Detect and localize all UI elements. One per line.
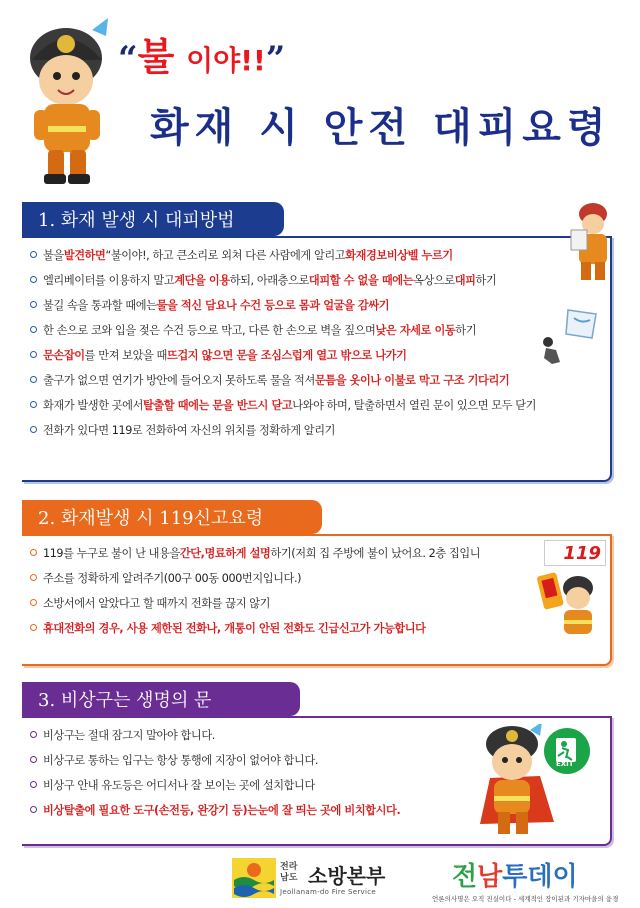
item-text: 119를 누구로 불이 난 내용을 <box>43 546 180 560</box>
org-english-name: Jeollanam-do Fire Service <box>280 888 376 896</box>
bullet-icon <box>30 276 37 283</box>
item-text: “불이야!, 하고 큰소리로 외쳐 다른 사람에게 알리고 <box>105 248 346 262</box>
newspaper-logo <box>432 856 632 906</box>
list-item <box>30 565 480 590</box>
section-emergency-exit-heading: 3. 비상구는 생명의 문 <box>22 682 300 716</box>
highlighted-text: 탈출할 때에는 문을 반드시 닫고 <box>142 398 293 412</box>
section-emergency-exit <box>22 682 612 848</box>
bullet-icon <box>30 599 37 606</box>
org-region-line-1: 전라 <box>280 862 298 872</box>
list-item <box>30 317 536 342</box>
section-evacuation-heading: 1. 화재 발생 시 대피방법 <box>22 202 284 236</box>
item-text: 불길 속을 통과할 때에는 <box>43 298 157 312</box>
item-text: 주소를 정확하게 알려주기(00구 00동 000번지입니다.) <box>43 571 302 585</box>
newspaper-name <box>452 856 578 893</box>
newspaper-name-part-1: 전 <box>452 862 478 892</box>
highlighted-text: 문틈을 옷이나 이불로 막고 구조 기다리기 <box>314 373 510 387</box>
item-text: 하기(저희 집 주방에 불이 났어요. 2층 집입니 <box>270 546 481 560</box>
fire-exclamation: “불 이야!!” <box>118 35 286 79</box>
org-name: 소방본부 <box>308 864 386 888</box>
highlighted-text: 대피 <box>454 273 476 287</box>
item-text: 소방서에서 알았다고 할 때까지 전화를 끊지 않기 <box>43 596 271 610</box>
section-evacuation <box>22 202 612 484</box>
bullet-icon <box>30 549 37 556</box>
item-text: 한 손으로 코와 입을 젖은 수건 등으로 막고, 다른 한 손으로 벽을 짚으며 <box>43 323 376 337</box>
list-item <box>30 267 536 292</box>
bullet-icon <box>30 781 37 788</box>
highlighted-text: 간단,명료하게 설명 <box>179 546 271 560</box>
org-region-line-2: 남도 <box>280 873 298 883</box>
exit-sign-label: EXIT <box>556 760 574 768</box>
item-text: 옥상으로 <box>413 273 455 287</box>
newspaper-name-part-2: 남 <box>477 862 503 892</box>
item-text: 비상구 안내 유도등은 어디서나 잘 보이는 곳에 설치합니다 <box>43 778 315 792</box>
list-item <box>30 772 400 797</box>
highlighted-text: 대피할 수 없을 때에는 <box>308 273 414 287</box>
bullet-icon <box>30 806 37 813</box>
org-region-label <box>280 862 297 884</box>
highlighted-text: 휴대전화의 경우, 사용 제한된 전화나, 개통이 안된 전화도 긴급신고가 가능합니다 <box>43 621 426 635</box>
item-text: 불을 <box>43 248 64 262</box>
list-item <box>30 242 536 267</box>
newspaper-slogan: 언론의사명은 오직 진실이다 - 세계적인 장이된과 기자마을의 융경 <box>432 895 619 903</box>
bullet-icon <box>30 376 37 383</box>
item-text: 비상구는 절대 잠그지 말아야 합니다. <box>43 728 215 742</box>
bullet-icon <box>30 731 37 738</box>
item-text: 엘리베이터를 이용하지 말고 <box>43 273 175 287</box>
list-item <box>30 590 480 615</box>
bullet-icon <box>30 574 37 581</box>
bullet-icon <box>30 326 37 333</box>
highlighted-text: 비상탈출에 필요한 도구(손전등, 완강기 등)는 <box>43 803 258 817</box>
reading-firefighter-icon <box>567 200 615 284</box>
newspaper-name-part-3: 투데이 <box>502 862 578 892</box>
page-title: 화재 시 안전 대피요령 <box>150 105 612 151</box>
bullet-icon <box>30 401 37 408</box>
report-list <box>30 540 480 640</box>
item-text: 전화가 있다면 119로 전화하여 자신의 위치를 정확하게 알리기 <box>43 423 336 437</box>
footer <box>0 852 640 908</box>
bullet-icon <box>30 426 37 433</box>
bullet-icon <box>30 251 37 258</box>
bullet-icon <box>30 756 37 763</box>
crouching-person-icon <box>538 336 564 366</box>
list-item <box>30 747 400 772</box>
119-badge <box>544 540 606 566</box>
highlighted-text: 물을 적신 담요나 수건 등으로 몸과 얼굴을 감싸기 <box>156 298 390 312</box>
evacuation-list <box>30 242 536 442</box>
item-text: 하기 <box>455 323 477 337</box>
bullet-icon <box>30 301 37 308</box>
highlighted-text: 계단을 이용 <box>174 273 230 287</box>
poster-header <box>0 0 640 190</box>
wet-towel-icon <box>562 306 602 342</box>
item-text: 를 만져 보았을 때 <box>84 348 167 362</box>
item-text: 하되, 아래층으로 <box>229 273 309 287</box>
list-item <box>30 367 536 392</box>
highlighted-text: 발견하면 <box>63 248 106 262</box>
list-item <box>30 722 400 747</box>
phone-firefighter-icon <box>536 570 598 642</box>
firefighter-mascot-icon <box>22 18 112 188</box>
bullet-icon <box>30 351 37 358</box>
fire-service-logo <box>232 858 422 902</box>
item-text: 비상구로 통하는 입구는 항상 통행에 지장이 없어야 합니다. <box>43 753 319 767</box>
highlighted-text: 낮은 자세로 이동 <box>375 323 456 337</box>
exit-list <box>30 722 400 822</box>
item-text: 출구가 없으면 연기가 방안에 들어오지 못하도록 물을 적셔 <box>43 373 315 387</box>
list-item <box>30 540 480 565</box>
list-item <box>30 797 400 822</box>
fire-service-emblem-icon <box>232 858 276 898</box>
list-item <box>30 342 536 367</box>
list-item <box>30 292 536 317</box>
bullet-icon <box>30 624 37 631</box>
highlighted-text: 뜨겁지 않으면 문을 조심스럽게 열고 밖으로 나가기 <box>166 348 407 362</box>
section-119-report-heading: 2. 화재발생 시 119신고요령 <box>22 500 322 534</box>
list-item <box>30 615 480 640</box>
item-text: 하기 <box>475 273 497 287</box>
highlighted-text: 화재경보비상벨 누르기 <box>345 248 453 262</box>
exit-sign-icon <box>542 726 592 776</box>
list-item <box>30 417 536 442</box>
item-text: 나와야 하며, 탈출하면서 열린 문이 있으면 모두 닫기 <box>292 398 537 412</box>
item-text: 화재가 발생한 곳에서 <box>43 398 143 412</box>
highlighted-text: 문손잡이 <box>43 348 85 362</box>
list-item <box>30 392 536 417</box>
119-badge-number: 119 <box>563 542 601 564</box>
highlighted-text: 눈에 잘 띄는 곳에 비치합시다. <box>257 803 401 817</box>
section-119-report <box>22 500 612 668</box>
